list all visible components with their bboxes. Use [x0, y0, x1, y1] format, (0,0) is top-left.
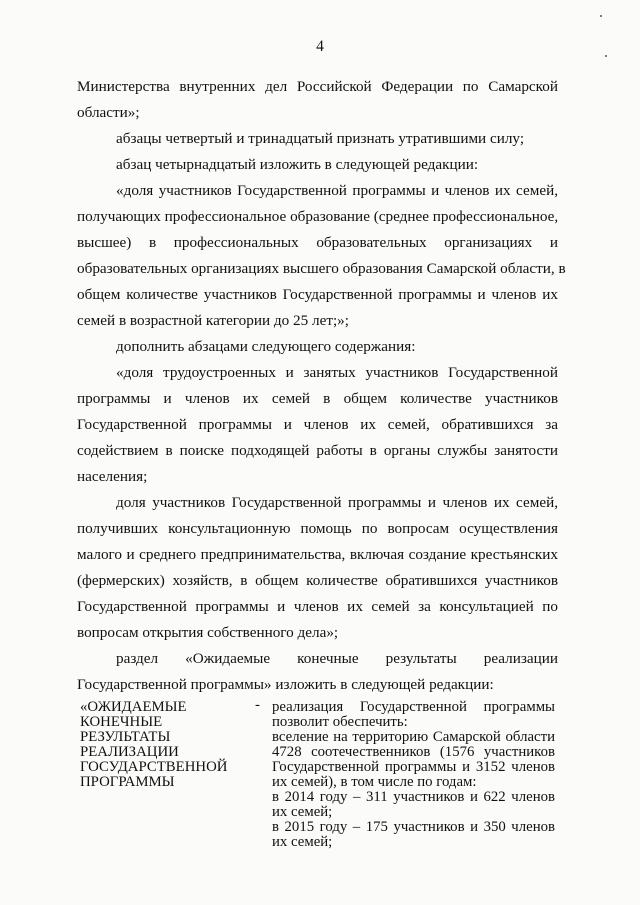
table-left-line: «ОЖИДАЕМЫЕ [80, 699, 187, 715]
table-right-line: их семей), в том числе по годам: [272, 774, 477, 790]
text-line: Государственной программы и членов их семей, обратившихся за [77, 416, 558, 433]
scan-mark [600, 15, 602, 17]
table-left-line: РЕАЛИЗАЦИИ [80, 744, 179, 760]
table-right-line: в 2014 году – 311 участников и 622 членов [272, 789, 555, 805]
text-line: вопросам открытия собственного дела»; [77, 624, 339, 641]
text-line: дополнить абзацами следующего содержания: [116, 338, 416, 355]
page-number: 4 [316, 38, 324, 55]
text-line: «доля трудоустроенных и занятых участников Государственной [116, 364, 558, 381]
text-line: абзац четырнадцатый изложить в следующей редакции: [116, 156, 479, 173]
text-line: высшее) в профессиональных образовательных организациях и [77, 234, 558, 251]
text-line: программы и членов их семей в общем количестве участников [77, 390, 558, 407]
text-line: содействием в поиске подходящей работы в органы службы занятости [77, 442, 558, 459]
text-line: Министерства внутренних дел Российской Федерации по Самарской [77, 78, 558, 95]
text-line: области»; [77, 104, 140, 121]
table-left-line: ПРОГРАММЫ [80, 774, 175, 790]
text-line: абзацы четвертый и тринадцатый признать утратившими силу; [116, 130, 525, 147]
text-line: (фермерских) хозяйств, в общем количестве обратившихся участников [77, 572, 558, 589]
text-line: раздел «Ожидаемые конечные результаты реализации [116, 650, 558, 667]
text-line: получающих профессиональное образование (среднее профессиональное, [77, 208, 559, 225]
table-left-column [80, 700, 250, 790]
text-line: семей в возрастной категории до 25 лет;»; [77, 312, 349, 329]
text-line: общем количестве участников Государственной программы и членов их [77, 286, 558, 303]
table-right-line: их семей; [272, 804, 333, 820]
text-line: населения; [77, 468, 148, 485]
table-right-line: реализация Государственной программы [272, 699, 555, 715]
table-dash: - [255, 697, 260, 713]
table-right-line: позволит обеспечить: [272, 714, 408, 730]
text-line: получивших консультационную помощь по вопросам осуществления [77, 520, 558, 537]
table-right-line: Государственной программы и 3152 членов [272, 759, 555, 775]
text-line: Государственной программы и членов их семей за консультацией по [77, 598, 558, 615]
text-line: малого и среднего предпринимательства, включая создание крестьянских [77, 546, 558, 563]
table-right-line: их семей; [272, 834, 333, 850]
table-left-line: ГОСУДАРСТВЕННОЙ [80, 759, 228, 775]
text-line: доля участников Государственной программы и членов их семей, [116, 494, 558, 511]
table-left-line: РЕЗУЛЬТАТЫ [80, 729, 171, 745]
text-line: образовательных организациях высшего образования Самарской области, в [77, 260, 566, 277]
table-right-line: 4728 соотечественников (1576 участников [272, 744, 555, 760]
text-line: Государственной программы» изложить в следующей редакции: [77, 676, 494, 693]
text-line: «доля участников Государственной программы и членов их семей, [116, 182, 558, 199]
table-left-line: КОНЕЧНЫЕ [80, 714, 163, 730]
table-right-line: в 2015 году – 175 участников и 350 членов [272, 819, 555, 835]
table-right-line: вселение на территорию Самарской области [272, 729, 555, 745]
